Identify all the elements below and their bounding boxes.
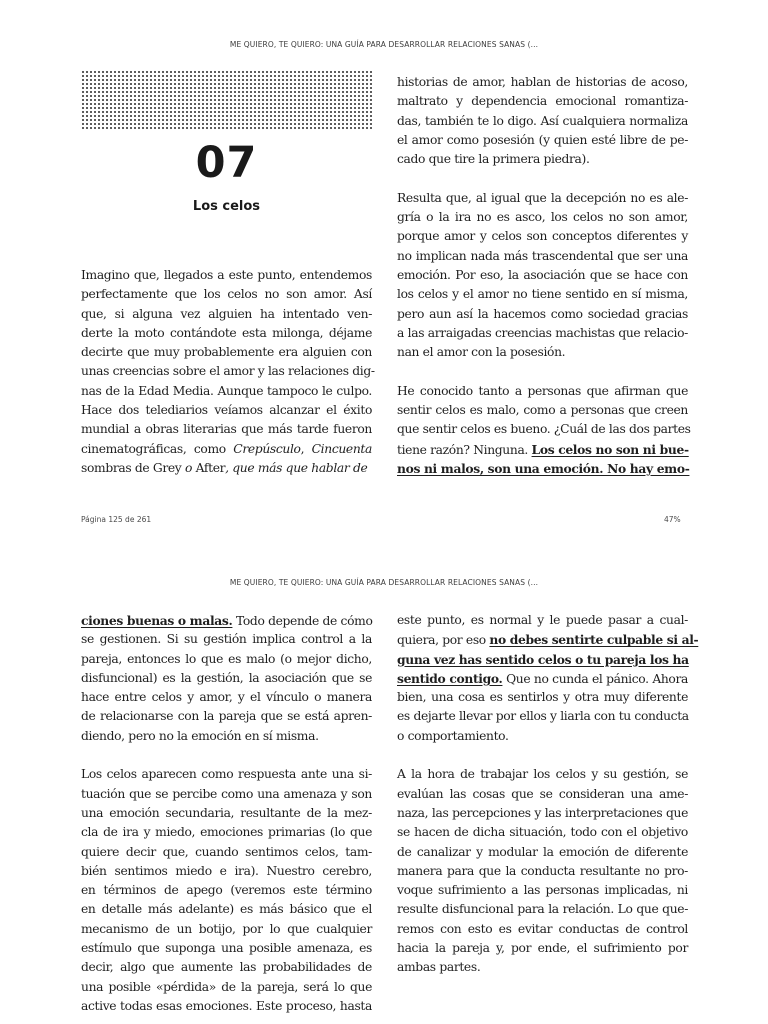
- text-line: una emoción secundaria, resultante de la mez-: [81, 805, 372, 820]
- emphasis-text: sentido contigo.: [397, 670, 503, 686]
- text-line: este punto, es normal y le puede pasar a cual-: [397, 613, 688, 627]
- left-column: [81, 611, 372, 1016]
- text-line: mecanismo de un botijo, por lo que cualquier: [81, 921, 372, 936]
- text-line: [397, 440, 688, 459]
- text-line: ambas partes.: [397, 960, 481, 975]
- text-line: evalúan las cosas que se consideran una ame-: [397, 786, 688, 801]
- text-line: decir, algo que aumente las probabilidades de: [81, 960, 372, 975]
- text-span: Que no cunda el pánico. Ahora: [502, 671, 688, 686]
- emphasis-text: ciones buenas o malas.: [81, 613, 233, 628]
- text-line: naza, las percepciones y las interpretaciones que: [397, 805, 688, 820]
- text-line: He conocido tanto a personas que afirman que: [397, 383, 688, 398]
- text-line: das, también te lo digo. Así cualquiera normaliza: [397, 113, 688, 128]
- ebook-page-126: [0, 540, 768, 1024]
- text-line: [81, 440, 372, 459]
- text-line: bién sentimos miedo e ira). Nuestro cerebro,: [81, 863, 372, 878]
- text-line: Resulta que, al igual que la decepción no es ale-: [397, 190, 688, 205]
- text-line: [397, 630, 699, 649]
- text-line: pero aun así la hacemos como sociedad gracias: [397, 306, 688, 321]
- text-line: que, si alguna vez alguien ha intentado ven-: [81, 306, 372, 321]
- text-line: una posible «pérdida» de la pareja, será lo que: [81, 979, 372, 994]
- italic-title: Cincuenta: [311, 441, 372, 456]
- text-line: manera para que la conducta resultante no pro-: [397, 863, 688, 878]
- running-head: ME QUIERO, TE QUIERO: UNA GUÍA PARA DESARROLLAR RELACIONES SANAS (...: [229, 578, 539, 587]
- italic-title: o: [181, 460, 196, 475]
- left-column: [81, 266, 375, 478]
- text-line: hace entre celos y amor, y el vínculo o manera: [81, 690, 372, 705]
- text-line: active todas esas emociones. Este proceso, hasta: [81, 998, 372, 1013]
- text-span: quiera, por eso: [397, 633, 490, 648]
- paragraph: [397, 611, 699, 746]
- text-line: nan el amor con la posesión.: [397, 345, 566, 360]
- text-line: en detalle más adelante) es más básico que el: [81, 902, 372, 917]
- text-line: quiere decir que, cuando sentimos celos, tam-: [81, 844, 372, 859]
- text-line: o comportamiento.: [397, 728, 509, 743]
- paragraph: [81, 765, 372, 1016]
- text-line: mundial a obras literarias que más tarde fueron: [81, 422, 372, 437]
- text-line: en términos de apego (veremos este término: [81, 883, 372, 898]
- text-line: tuación que se percibe como una amenaza y son: [81, 786, 372, 801]
- dotted-pattern-ornament: [81, 70, 372, 130]
- text-line: remos con esto es evitar conductas de control: [397, 921, 688, 936]
- text-line: que sentir celos es bueno. ¿Cuál de las dos partes: [397, 422, 691, 437]
- text-line: hacia la pareja y, por ende, el sufrimiento por: [397, 941, 688, 956]
- running-head: ME QUIERO, TE QUIERO: UNA GUÍA PARA DESARROLLAR RELACIONES SANAS (...: [229, 40, 539, 49]
- text-line: bien, una cosa es sentirlos y otra muy diferente: [397, 690, 688, 705]
- right-column: [397, 73, 691, 478]
- text-line: pareja, entonces lo que es malo (o mejor dicho,: [81, 651, 372, 666]
- text-line: Hace dos telediarios veíamos alcanzar el éxito: [81, 403, 372, 418]
- text-line: gría o la ira no es asco, los celos no son amor,: [397, 210, 688, 225]
- emphasis-text: Los celos no son ni bue-: [531, 441, 689, 457]
- text-line: Imagino que, llegados a este punto, entendemos: [81, 268, 372, 282]
- emphasis-text: nos ni malos, son una emoción. No hay emo-: [397, 460, 690, 476]
- text-line: [397, 459, 688, 478]
- progress-percent: 47%: [664, 515, 681, 524]
- text-span: cinematográficas, como: [81, 441, 234, 456]
- right-column: [397, 611, 699, 978]
- paragraph: [397, 382, 691, 478]
- text-line: maltrato y dependencia emocional romantiza-: [397, 94, 688, 109]
- page-indicator: Página 125 de 261: [81, 515, 152, 524]
- emphasis-text: no debes sentirte culpable si al-: [489, 632, 699, 648]
- chapter-title: Los celos: [192, 199, 261, 214]
- paragraph: [397, 765, 688, 977]
- chapter-number: 07: [195, 138, 258, 188]
- text-line: es dejarte llevar por ellos y liarla con tu conducta: [397, 709, 689, 724]
- italic-title: , que más que hablar de: [225, 460, 368, 475]
- text-line: se hacen de dicha situación, todo con el objetivo: [397, 825, 688, 840]
- text-span: tiene razón? Ninguna.: [397, 442, 532, 457]
- text-span: ,: [300, 441, 312, 456]
- text-line: se gestionen. Si su gestión implica control a la: [81, 632, 372, 647]
- text-line: historias de amor, hablan de historias de acoso,: [397, 75, 688, 89]
- paragraph: [81, 611, 372, 746]
- text-line: de canalizar y modular la emoción de diferente: [397, 844, 688, 859]
- text-line: resulte disfuncional para la relación. Lo que que-: [397, 902, 688, 917]
- text-line: los celos y el amor no tiene sentido en sí misma,: [397, 287, 688, 302]
- text-span: After: [195, 460, 226, 475]
- text-line: a las arraigadas creencias machistas que relacio-: [397, 325, 688, 340]
- text-line: porque amor y celos son conceptos diferentes y: [397, 229, 688, 244]
- text-line: no implican nada más trascendental que ser una: [397, 248, 688, 263]
- text-line: A la hora de trabajar los celos y su gestión, se: [397, 767, 688, 782]
- text-line: disfuncional) es la gestión, la asociación que se: [81, 670, 372, 685]
- text-line: voque sufrimiento a las personas implicadas, ni: [397, 883, 688, 898]
- paragraph: [397, 189, 688, 363]
- text-line: estímulo que suponga una posible amenaza, es: [81, 941, 372, 956]
- text-line: [81, 611, 372, 630]
- text-line: emoción. Por eso, la asociación que se hace con: [397, 267, 688, 282]
- text-line: unas creencias sobre el amor y las relaciones dig-: [81, 364, 375, 379]
- text-line: de relacionarse con la pareja que se está apren-: [81, 709, 372, 724]
- text-line: el amor como posesión (y quien esté libre de pe-: [397, 132, 688, 147]
- text-line: nas de la Edad Media. Aunque tampoco le culpo.: [81, 383, 372, 398]
- text-line: cado que tire la primera piedra).: [397, 152, 590, 167]
- text-span: Todo depende de cómo: [232, 614, 373, 628]
- text-line: cla de ira y miedo, emociones primarias (lo que: [81, 825, 372, 840]
- text-line: decirte que muy probablemente era alguien con: [81, 345, 372, 360]
- text-line: diendo, pero no la emoción en sí misma.: [81, 728, 319, 743]
- text-line: derte la moto contándote esta milonga, déjame: [81, 325, 372, 340]
- text-line: Los celos aparecen como respuesta ante una si-: [81, 767, 372, 782]
- paragraph: [397, 73, 688, 169]
- text-line: perfectamente que los celos no son amor. Así: [81, 287, 372, 302]
- text-line: [397, 669, 688, 688]
- paragraph: [81, 266, 375, 478]
- text-line: [397, 650, 688, 669]
- text-line: sentir celos es malo, como a personas que creen: [397, 403, 688, 418]
- text-line: [81, 459, 372, 478]
- text-span: sombras de Grey: [81, 460, 182, 475]
- italic-title: Crepúsculo: [233, 441, 301, 456]
- emphasis-text: guna vez has sentido celos o tu pareja los ha: [397, 651, 689, 667]
